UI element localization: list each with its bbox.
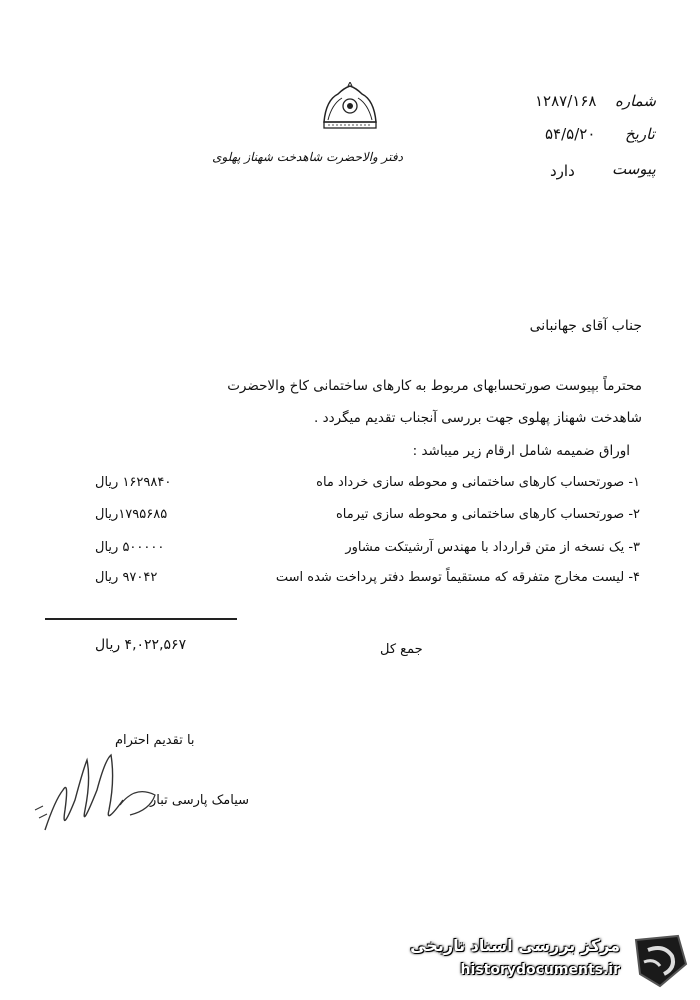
item-amount: ۱۷۹۵۶۸۵ریال xyxy=(95,507,168,522)
office-name: دفتر والاحضرت شاهدخت شهناز پهلوی xyxy=(212,150,403,164)
item-amount: ۱۶۲۹۸۴۰ ریال xyxy=(95,475,172,490)
watermark-url: historydocuments.ir xyxy=(460,962,620,978)
pahlavi-crown-emblem xyxy=(318,82,382,134)
item-text: ۴- لیست مخارج متفرقه که مستقیماً توسط دفتر پرداخت شده است xyxy=(275,570,640,585)
item-text: ۳- یک نسخه از متن قرارداد با مهندس آرشیتکت مشاور xyxy=(345,540,640,555)
date-value: ۵۴/۵/۲۰ xyxy=(545,125,596,143)
closing-line: با تقدیم احترام xyxy=(115,733,195,748)
list-item xyxy=(95,475,640,490)
total-label xyxy=(380,642,423,657)
recipient-line: جناب آقای جهانبانی xyxy=(529,318,642,334)
item-amount: ۹۷۰۴۲ ریال xyxy=(95,570,158,585)
list-item xyxy=(95,540,640,555)
handwritten-signature xyxy=(25,740,195,840)
date-label: تاریخ xyxy=(625,125,655,143)
number-value: ۱۲۸۷/۱۶۸ xyxy=(535,92,597,110)
item-text: ۱- صورتحساب کارهای ساختمانی و محوطه سازی خرداد ماه xyxy=(316,475,640,490)
attachment-label: پیوست xyxy=(612,160,656,178)
total-label-text: جمع کل xyxy=(380,642,423,657)
item-text: ۲- صورتحساب کارهای ساختمانی و محوطه سازی تیرماه xyxy=(335,507,640,522)
attachment-value: دارد xyxy=(550,162,575,180)
total-rule xyxy=(45,618,237,620)
list-item xyxy=(95,570,640,585)
watermark-title: مرکز بررسی اسناد تاریخی xyxy=(410,936,620,955)
number-label: شماره xyxy=(615,92,656,110)
body-line-2: شاهدخت شهناز پهلوی جهت بررسی آنجناب تقدیم میگردد . xyxy=(314,410,642,426)
body-line-3: اوراق ضمیمه شامل ارقام زیر میباشد : xyxy=(412,443,630,459)
item-amount: ۵۰۰۰۰۰ ریال xyxy=(95,540,165,555)
list-item xyxy=(95,507,640,522)
body-line-1: محترماً بپیوست صورتحسابهای مربوط به کارهای ساختمانی کاخ والاحضرت xyxy=(227,378,642,394)
archive-logo-icon xyxy=(630,934,690,988)
total-amount: ۴,۰۲۲,۵۶۷ ریال xyxy=(95,637,187,653)
signer-name: سیامک پارسی تبار xyxy=(150,793,250,808)
archive-watermark xyxy=(405,930,695,992)
